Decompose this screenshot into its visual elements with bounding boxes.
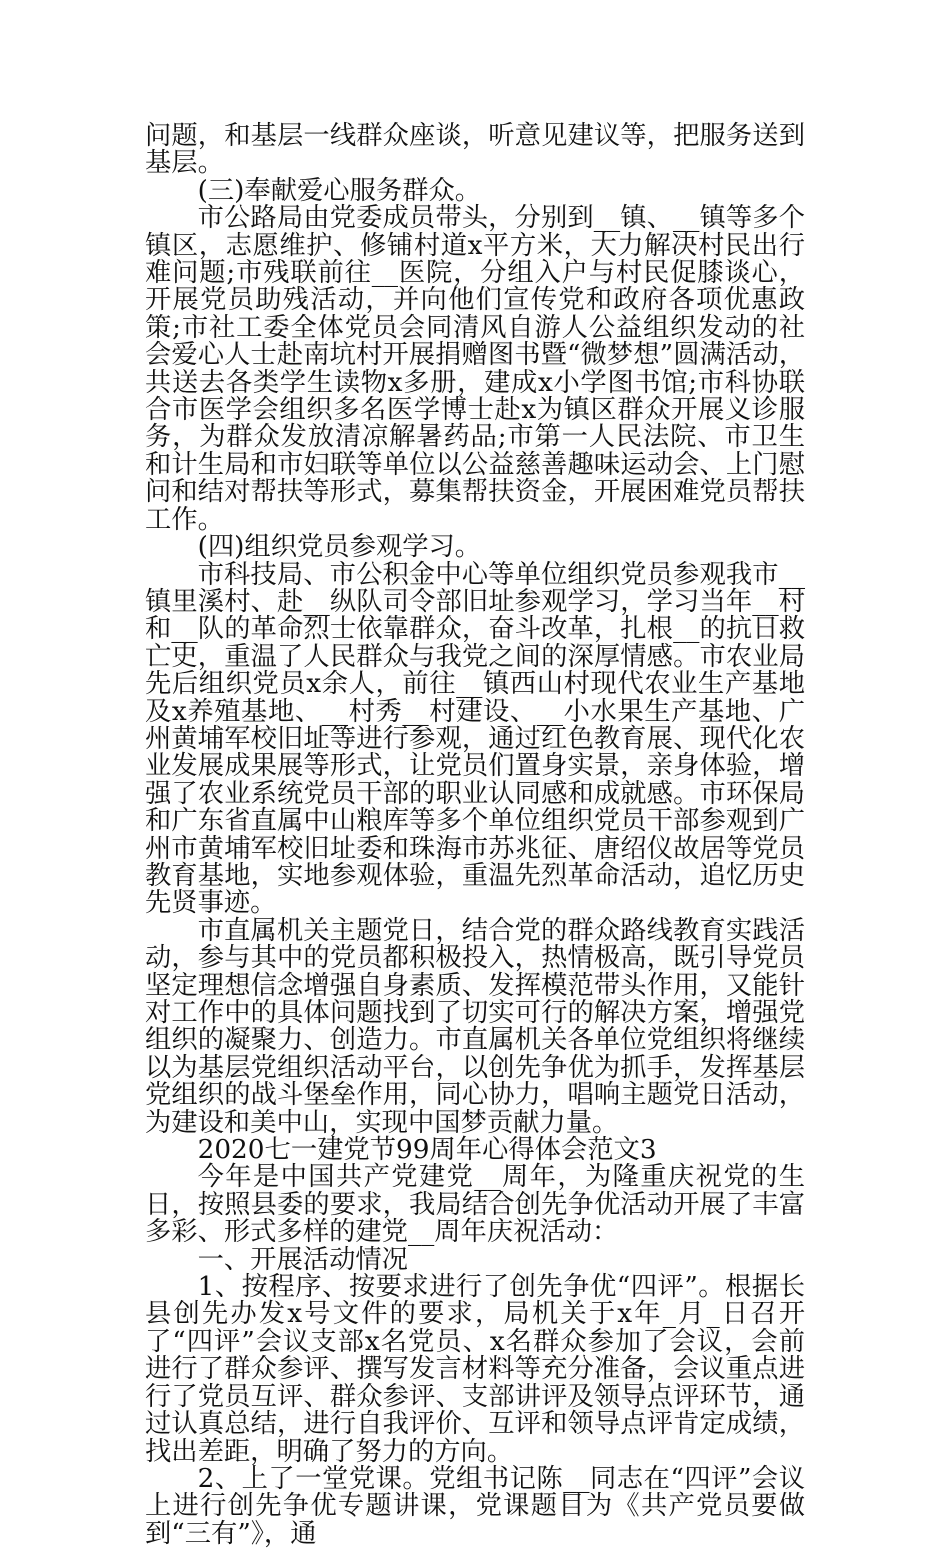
paragraph: 市科技局、市公积金中心等单位组织党员参观我市__镇里溪村、赴__纵队司令部旧址参观学习，学习当年__村和__队的革命烈士依靠群众，奋斗改革，扎根__的抗日救亡史，重温了人民群众与我党之间的深厚情感。市农业局先后组织党员x余人，前往__镇西山村现代农业生产基地及x养殖基地、__村秀__村建设、__小水果生产基地、广州黄埔军校旧址等进行参观，通过红色教育展、现代化农业发展成果展等形式，让党员们置身实景，亲身体验，增强了农业系统党员干部的职业认同感和成就感。市环保局和广东省直属中山粮库等多个单位组织党员干部参观到广州市黄埔军校旧址委和珠海市苏兆征、唐绍仪故居等党员教育基地，实地参观体验，重温先烈革命活动，追忆历史先贤事迹。 [145, 559, 805, 919]
section-heading: (四)组织党员参观学习。 [197, 532, 482, 563]
paragraph: 今年是中国共产党建党__周年，为隆重庆祝党的生日，按照县委的要求，我局结合创先争优活动开展了丰富多彩、形式多样的建党__周年庆祝活动： [145, 1162, 805, 1248]
paragraph: 市公路局由党委成员带头，分别到__镇、__镇等多个镇区，志愿维护、修铺村道x平方米，大力解决村民出行难问题;市残联前往__医院，分组入户与村民促膝谈心，开展党员助残活动，并向他们宣传党和政府各项优惠政策;市社工委全体党员会同清风自游人公益组织发动的社会爱心人士赴南坑村开展捐赠图书暨“微梦想”圆满活动，共送去各类学生读物x多册，建成x小学图书馆;市科协联合市医学会组织多名医学博士赴x为镇区群众开展义诊服务，为群众发放清凉解暑药品;市第一人民法院、市卫生和计生局和市妇联等单位以公益慈善趣味运动会、上门慰问和结对帮扶等形式，募集帮扶资金，开展困难党员帮扶工作。 [145, 203, 805, 535]
article-title: 2020七一建党节99周年心得体会范文3 [197, 1135, 657, 1166]
paragraph: 1、按程序、按要求进行了创先争优“四评”。根据长县创先办发x号文件的要求，局机关于x年_月_日召开了“四评”会议支部x名党员、x名群众参加了会议，会前进行了群众参评、撰写发言材料等充分准备，会议重点进行了党员互评、群众参评、支部讲评及领导点评环节，通过认真总结，进行自我评价、互评和领导点评肯定成绩，找出差距，明确了努力的方向。 [145, 1272, 805, 1467]
section-heading: (三)奉献爱心服务群众。 [197, 175, 482, 206]
section-heading: 一、开展活动情况 [197, 1244, 408, 1275]
paragraph: 问题，和基层一线群众座谈，听意见建议等，把服务送到基层。 [145, 121, 805, 179]
paragraph: 市直属机关主题党日，结合党的群众路线教育实践活动，参与其中的党员都积极投入，热情极高，既引导党员坚定理想信念增强自身素质、发挥模范带头作用，又能针对工作中的具体问题找到了切实可行的解决方案，增强党组织的凝聚力、创造力。市直属机关各单位党组织将继续以为基层党组织活动平台，以创先争优为抓手，发挥基层党组织的战斗堡垒作用，同心协力，唱响主题党日活动，为建设和美中山，实现中国梦贡献力量。 [145, 915, 805, 1138]
paragraph: 2、上了一堂党课。党组书记陈__同志在“四评”会议上进行创先争优专题讲课，党课题目为《共产党员要做到“三有”》，通 [145, 1463, 805, 1549]
document-page [145, 123, 805, 1548]
